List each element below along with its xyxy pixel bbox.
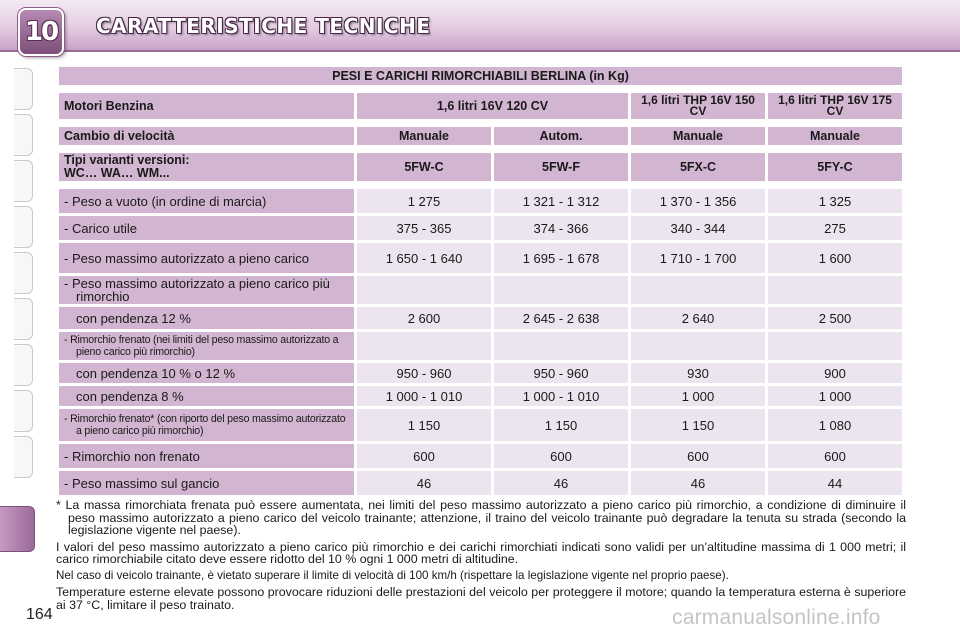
table-cell: 2 600 — [357, 307, 491, 329]
table-cell: 1 710 - 1 700 — [631, 243, 765, 273]
table-cell: 600 — [768, 444, 902, 468]
page-header — [0, 0, 960, 52]
table-row — [59, 332, 902, 360]
table-cell: 1 325 — [768, 189, 902, 213]
table-cell: 2 640 — [631, 307, 765, 329]
table-title: PESI E CARICHI RIMORCHIABILI BERLINA (in Kg) — [59, 67, 902, 85]
chapter-badge — [18, 8, 64, 56]
table-cell: 900 — [768, 363, 902, 383]
table-cell: 1 080 — [768, 409, 902, 441]
speed-note: Nel caso di veicolo trainante, è vietato superare il limite di velocità di 100 km/h (rispettare la legislazione vigente nel proprio paese). — [56, 568, 729, 582]
footnote-text: * La massa rimorchiata frenata può essere aumentata, nei limiti del peso massimo autorizzato a pieno carico più rimorchio, a condizione di diminuire il peso massimo autorizzato a pieno carico del veicolo trainante; attenzione, il traino del veicolo trainante può degradare la tenuta su strada (secondo la legislazione vigente nel paese). — [56, 498, 906, 537]
chapter-tab[interactable] — [14, 114, 33, 156]
table-cell: 1 000 - 1 010 — [494, 386, 628, 406]
chapter-tabs — [0, 64, 36, 564]
table-cell — [357, 332, 491, 360]
table-cell: 1 695 - 1 678 — [494, 243, 628, 273]
row-label: con pendenza 12 % — [59, 307, 354, 329]
chapter-tab[interactable] — [14, 436, 33, 478]
table-cell: 374 - 366 — [494, 216, 628, 240]
row-label: con pendenza 8 % — [59, 386, 354, 406]
table-cell: 275 — [768, 216, 902, 240]
table-cell: 46 — [494, 471, 628, 495]
temperature-note: Temperature esterne elevate possono provocare riduzioni delle prestazioni del veicolo per proteggere il motore; quando la temperatura esterna è superiore ai 37 °C, limitare il peso trainato. — [56, 585, 906, 612]
table-cell: 2 645 - 2 638 — [494, 307, 628, 329]
variants-label — [59, 153, 354, 181]
row-label: - Peso massimo autorizzato a pieno carico — [59, 243, 354, 273]
table-cell: 950 - 960 — [494, 363, 628, 383]
row-label: - Peso a vuoto (in ordine di marcia) — [59, 189, 354, 213]
table-row — [59, 276, 902, 304]
table-cell: 46 — [631, 471, 765, 495]
variant-code: 5FW-F — [494, 153, 628, 181]
table-cell: 1 000 - 1 010 — [357, 386, 491, 406]
table-cell: 1 370 - 1 356 — [631, 189, 765, 213]
chapter-tab[interactable] — [14, 390, 33, 432]
gearbox-row — [59, 127, 902, 145]
gearbox-value: Manuale — [357, 127, 491, 145]
table-row — [59, 243, 902, 273]
notes-section — [56, 499, 906, 615]
table-row — [59, 386, 902, 406]
gearbox-label: Cambio di velocità — [59, 127, 354, 145]
row-label: - Rimorchio non frenato — [59, 444, 354, 468]
table-cell — [494, 332, 628, 360]
row-label: - Peso massimo sul gancio — [59, 471, 354, 495]
table-cell: 1 150 — [631, 409, 765, 441]
variants-label-line: WC… WA… WM... — [64, 166, 170, 180]
table-cell — [768, 276, 902, 304]
table-cell: 1 275 — [357, 189, 491, 213]
chapter-tab[interactable] — [14, 298, 33, 340]
table-row — [59, 189, 902, 213]
table-cell: 1 600 — [768, 243, 902, 273]
table-cell: 1 150 — [494, 409, 628, 441]
table-cell — [357, 276, 491, 304]
table-cell — [494, 276, 628, 304]
table-title-row — [59, 67, 902, 85]
gearbox-value: Manuale — [768, 127, 902, 145]
row-label: - Rimorchio frenato* (con riporto del peso massimo autorizzato a pieno carico più rimorchio) — [59, 409, 354, 441]
table-row — [59, 471, 902, 495]
chapter-tab[interactable] — [14, 68, 33, 110]
table-cell: 930 — [631, 363, 765, 383]
table-row — [59, 363, 902, 383]
table-cell: 46 — [357, 471, 491, 495]
table-cell: 2 500 — [768, 307, 902, 329]
chapter-tab-active[interactable] — [0, 506, 35, 552]
table-cell: 375 - 365 — [357, 216, 491, 240]
table-row — [59, 409, 902, 441]
table-cell: 1 000 — [768, 386, 902, 406]
row-label: - Carico utile — [59, 216, 354, 240]
variant-code: 5FX-C — [631, 153, 765, 181]
gearbox-value: Autom. — [494, 127, 628, 145]
table-row — [59, 216, 902, 240]
watermark-text: carmanualsonline.info — [672, 606, 881, 629]
table-cell: 1 150 — [357, 409, 491, 441]
table-row — [59, 444, 902, 468]
table-cell: 600 — [494, 444, 628, 468]
page-number: 164 — [26, 606, 53, 623]
engine-col3: 1,6 litri THP 16V 150 CV — [631, 93, 765, 119]
engine-group: 1,6 litri 16V 120 CV — [357, 93, 628, 119]
page-title: CARATTERISTICHE TECNICHE — [96, 14, 431, 38]
engine-row — [59, 93, 902, 119]
engine-col4: 1,6 litri THP 16V 175 CV — [768, 93, 902, 119]
table-cell: 44 — [768, 471, 902, 495]
table-cell: 340 - 344 — [631, 216, 765, 240]
engine-label: Motori Benzina — [59, 93, 354, 119]
variant-code: 5FY-C — [768, 153, 902, 181]
table-cell: 1 000 — [631, 386, 765, 406]
table-cell — [631, 332, 765, 360]
table-cell: 600 — [631, 444, 765, 468]
table-cell — [631, 276, 765, 304]
chapter-number: 10 — [24, 17, 58, 47]
row-label: con pendenza 10 % o 12 % — [59, 363, 354, 383]
table-cell: 950 - 960 — [357, 363, 491, 383]
table-cell: 1 321 - 1 312 — [494, 189, 628, 213]
gearbox-value: Manuale — [631, 127, 765, 145]
variants-row — [59, 153, 902, 181]
variants-label-line: Tipi varianti versioni: — [64, 153, 190, 167]
table-cell — [768, 332, 902, 360]
table-cell: 600 — [357, 444, 491, 468]
table-cell: 1 650 - 1 640 — [357, 243, 491, 273]
row-label: - Rimorchio frenato (nei limiti del peso massimo autorizzato a pieno carico più rimorchio) — [59, 332, 354, 360]
variant-code: 5FW-C — [357, 153, 491, 181]
chapter-tab[interactable] — [14, 344, 33, 386]
chapter-tab[interactable] — [14, 160, 33, 202]
table-row — [59, 307, 902, 329]
chapter-tab[interactable] — [14, 252, 33, 294]
chapter-tab[interactable] — [14, 206, 33, 248]
altitude-note: I valori del peso massimo autorizzato a pieno carico più rimorchio e dei carichi rimorchiati indicati sono validi per un’altitudine massima di 1 000 metri; il carico rimorchiabile citato deve essere ridotto del 10 % ogni 1 000 metri di altitudine. — [56, 539, 906, 566]
row-label: - Peso massimo autorizzato a pieno carico più rimorchio — [59, 276, 354, 304]
weights-table — [56, 64, 905, 498]
